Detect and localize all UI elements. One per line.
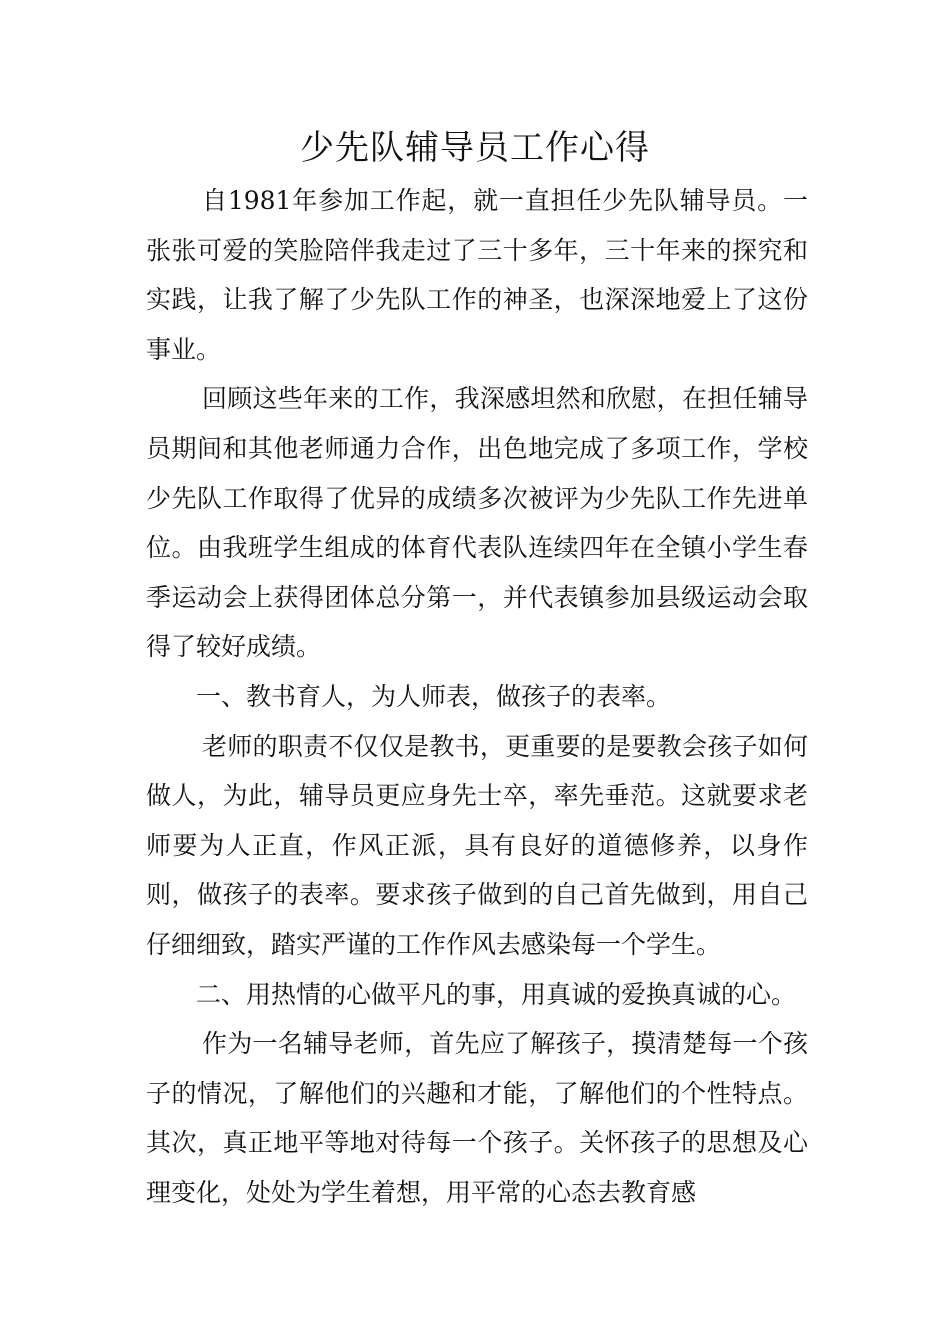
section-heading-1: 一、教书育人，为人师表，做孩子的表率。 — [196, 681, 672, 711]
document-title: 少先队辅导员工作心得 — [300, 128, 650, 168]
paragraph-teacher-duty: 老师的职责不仅仅是教书，更重要的是要教会孩子如何做人，为此，辅导员更应身先士卒，率先垂范。这就要求老师要为人正直，作风正派，具有良好的道德修养，以身作则，做孩子的表率。要求孩子做到的自己首先做到，用自己仔细细致，踏实严谨的工作作风去感染每一个学生。 — [146, 731, 808, 959]
section-heading-2: 二、用热情的心做平凡的事，用真诚的爱换真诚的心。 — [196, 979, 797, 1009]
paragraph-review: 回顾这些年来的工作，我深感坦然和欣慰，在担任辅导员期间和其他老师通力合作，出色地完成了多项工作，学校少先队工作取得了优异的成绩多次被评为少先队工作先进单位。由我班学生组成的体育代表队连续四年在全镇小学生春季运动会上获得团体总分第一，并代表镇参加县级运动会取得了较好成绩。 — [146, 384, 808, 662]
document-body — [146, 176, 808, 1217]
paragraph-understand-children: 作为一名辅导老师，首先应了解孩子，摸清楚每一个孩子的情况，了解他们的兴趣和才能，了解他们的个性特点。其次，真正地平等地对待每一个孩子。关怀孩子的思想及心理变化，处处为学生着想，用平常的心态去教育感 — [146, 1029, 808, 1207]
paragraph-intro: 自1981年参加工作起，就一直担任少先队辅导员。一张张可爱的笑脸陪伴我走过了三十多年，三十年来的探究和实践，让我了解了少先队工作的神圣，也深深地爱上了这份事业。 — [146, 186, 808, 364]
